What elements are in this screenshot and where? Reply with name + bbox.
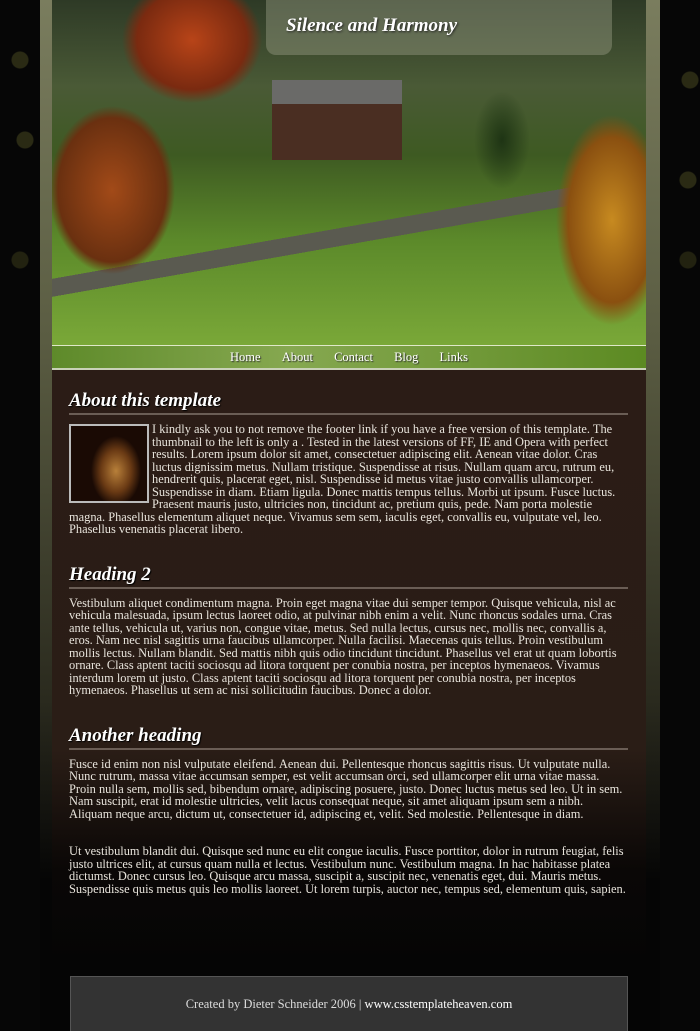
site-title: Silence and Harmony xyxy=(286,15,458,36)
nav-home[interactable]: Home xyxy=(230,350,261,364)
nav-contact[interactable]: Contact xyxy=(334,350,373,364)
section-another xyxy=(69,725,628,896)
section-heading: Heading 2 xyxy=(69,564,628,589)
title-box xyxy=(266,0,612,55)
nav-about[interactable]: About xyxy=(281,350,313,364)
footer-link[interactable]: www.csstemplateheaven.com xyxy=(364,997,513,1011)
section-about xyxy=(69,390,628,536)
page-inner xyxy=(52,0,646,1031)
page-frame xyxy=(40,0,660,1031)
nav-blog[interactable]: Blog xyxy=(394,350,419,364)
nav-links[interactable]: Links xyxy=(439,350,468,364)
barn-image xyxy=(272,80,402,160)
footer xyxy=(70,976,628,1031)
thumbnail-image xyxy=(69,424,149,503)
main-nav xyxy=(52,345,646,370)
section-text: I kindly ask you to not remove the footer link if you have a free version of this template. The thumbnail to the left is only a . Tested in the latest versions of FF, IE and Opera with perfect results. Lorem ipsum dolor sit amet, consectetuer adipiscing elit. Aenean vitae dolor. Cras luctus dignissim metus. Nullam tristique. Suspendisse at risus. Nullam quam arcu, rutrum eu, hendrerit quis, placerat eget, nisl. Suspendisse id metus vitae justo convallis ullamcorper. Suspendisse in diam. Etiam ligula. Donec mattis tempus tellus. Morbi ut ipsum. Fusce luctus. Praesent mauris justo, ultricies non, tincidunt ac, pretium quis, pede. Nam porta molestie magna. Phasellus elementum aliquet neque. Vivamus sem sem, iaculis eget, convallis eu, vulputate vel, leo. Phasellus venenatis placerat libero. xyxy=(69,422,616,536)
content xyxy=(52,370,646,960)
section-heading: Another heading xyxy=(69,725,628,750)
section-heading: About this template xyxy=(69,390,628,415)
section-heading-2 xyxy=(69,564,628,697)
section-text: Ut vestibulum blandit dui. Quisque sed nunc eu elit congue iaculis. Fusce porttitor, dolor in rutrum feugiat, felis justo ultrices elit, at cursus quam nulla et lectus. Vestibulum nunc. Vestibulum magna. In hac habitasse platea dictumst. Donec cursus leo. Quisque arcu massa, suscipit a, suscipit nec, venenatis eget, dui. Mauris metus. Suspendisse quis metus quis leo mollis laoreet. Ut lorem turpis, auctor nec, tempus sed, elementum quis, sapien. xyxy=(69,844,626,896)
section-text: Vestibulum aliquet condimentum magna. Proin eget magna vitae dui semper tempor. Quisque vehicula, nisl ac vehicula malesuada, ipsum lectus laoreet odio, at pulvinar nibh enim a velit. Nunc rhoncus sodales urna. Cras ante tellus, vehicula ut, varius non, congue vitae, metus. Sed nulla lectus, cursus nec, mollis nec, convallis a, eros. Nam nec nisl sagittis urna faucibus ullamcorper. Nulla facilisi. Maecenas quis tellus. Proin vestibulum mollis lectus. Nullam blandit. Sed mattis nibh quis odio tincidunt tincidunt. Phasellus vel erat ut quam lobortis ornare. Class aptent taciti sociosqu ad litora torquent per conubia nostra, per inceptos hymenaeos. Vivamus interdum lorem ut justo. Class aptent taciti sociosqu ad litora torquent per conubia nostra, per inceptos hymenaeos. Phasellus ut sem ac nisi sollicitudin faucibus. Donec a dolor. xyxy=(69,595,617,697)
section-text: Fusce id enim non nisl vulputate eleifend. Aenean dui. Pellentesque rhoncus sagittis risus. Ut vulputate nulla. Nunc rutrum, massa vitae accumsan semper, est velit accumsan orci, sed ullamcorper elit urna vitae massa. Proin nulla sem, mollis sed, bibendum ornare, adipiscing posuere, justo. Donec luctus metus sed leo. Ut in sem. Nam suscipit, erat id molestie ultricies, velit lacus consequat neque, sit amet aliquam ipsum sem a nibh. Aliquam neque arcu, dictum ut, consectetuer id, adipiscing et, velit. Sed molestie. Pellentesque in diam. xyxy=(69,756,623,821)
footer-credit: Created by Dieter Schneider 2006 | xyxy=(185,997,362,1011)
header-banner xyxy=(52,0,646,345)
